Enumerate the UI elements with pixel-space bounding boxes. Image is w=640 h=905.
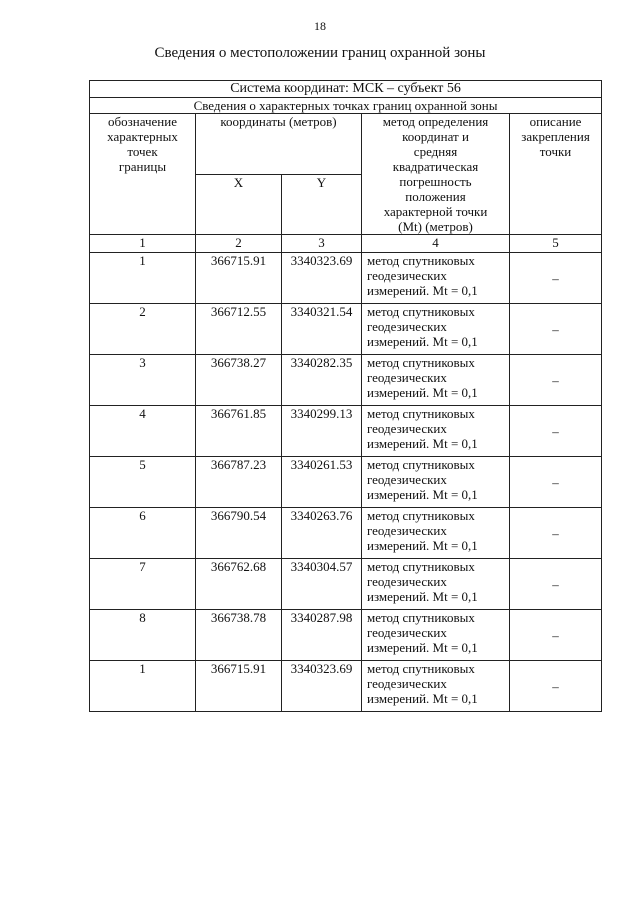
cell-x: 366715.91 <box>196 253 282 304</box>
cell-method: метод спутниковых геодезических измерений. Mt = 0,1 <box>362 253 510 304</box>
table-row <box>90 355 602 406</box>
column-number: 3 <box>282 235 362 253</box>
cell-point: 5 <box>90 457 196 508</box>
cell-point: 4 <box>90 406 196 457</box>
cell-point: 2 <box>90 304 196 355</box>
table-row <box>90 610 602 661</box>
cell-y: 3340304.57 <box>282 559 362 610</box>
cell-x: 366787.23 <box>196 457 282 508</box>
cell-y: 3340282.35 <box>282 355 362 406</box>
table-row <box>90 253 602 304</box>
column-number: 2 <box>196 235 282 253</box>
table-row <box>90 508 602 559</box>
header-designation: обозначение характерных точек границы <box>90 114 196 235</box>
table-row <box>90 559 602 610</box>
cell-x: 366738.78 <box>196 610 282 661</box>
cell-description: – <box>510 304 602 355</box>
cell-y: 3340263.76 <box>282 508 362 559</box>
cell-method: метод спутниковых геодезических измерений. Mt = 0,1 <box>362 406 510 457</box>
cell-x: 366790.54 <box>196 508 282 559</box>
cell-point: 3 <box>90 355 196 406</box>
cell-y: 3340321.54 <box>282 304 362 355</box>
cell-y: 3340323.69 <box>282 253 362 304</box>
cell-method: метод спутниковых геодезических измерений. Mt = 0,1 <box>362 559 510 610</box>
cell-method: метод спутниковых геодезических измерений. Mt = 0,1 <box>362 661 510 712</box>
header-description: описание закрепления точки <box>510 114 602 235</box>
boundary-points-table <box>89 80 602 712</box>
header-method: метод определения координат и средняя квадратическая погрешность положения характерной точки (Mt) (метров) <box>362 114 510 235</box>
cell-x: 366738.27 <box>196 355 282 406</box>
table-row <box>90 457 602 508</box>
header-coordinates: координаты (метров) <box>196 114 362 175</box>
cell-description: – <box>510 610 602 661</box>
header-y: Y <box>282 174 362 235</box>
coordinate-system: Система координат: МСК – субъект 56 <box>90 81 602 98</box>
page-number: 18 <box>314 19 326 33</box>
column-number: 5 <box>510 235 602 253</box>
cell-description: – <box>510 457 602 508</box>
cell-method: метод спутниковых геодезических измерений. Mt = 0,1 <box>362 508 510 559</box>
cell-method: метод спутниковых геодезических измерений. Mt = 0,1 <box>362 457 510 508</box>
cell-method: метод спутниковых геодезических измерений. Mt = 0,1 <box>362 610 510 661</box>
table-caption: Сведения о характерных точках границ охранной зоны <box>90 98 602 114</box>
cell-point: 8 <box>90 610 196 661</box>
cell-x: 366762.68 <box>196 559 282 610</box>
cell-y: 3340323.69 <box>282 661 362 712</box>
cell-description: – <box>510 661 602 712</box>
table-row <box>90 304 602 355</box>
header-x: X <box>196 174 282 235</box>
cell-y: 3340287.98 <box>282 610 362 661</box>
cell-description: – <box>510 253 602 304</box>
cell-y: 3340261.53 <box>282 457 362 508</box>
table-row <box>90 661 602 712</box>
column-number: 4 <box>362 235 510 253</box>
cell-point: 1 <box>90 661 196 712</box>
cell-description: – <box>510 508 602 559</box>
cell-x: 366715.91 <box>196 661 282 712</box>
table-row <box>90 406 602 457</box>
cell-description: – <box>510 355 602 406</box>
cell-point: 1 <box>90 253 196 304</box>
cell-y: 3340299.13 <box>282 406 362 457</box>
document-title: Сведения о местоположении границ охранной зоны <box>154 45 486 61</box>
cell-description: – <box>510 559 602 610</box>
cell-method: метод спутниковых геодезических измерений. Mt = 0,1 <box>362 355 510 406</box>
cell-x: 366712.55 <box>196 304 282 355</box>
cell-point: 7 <box>90 559 196 610</box>
cell-method: метод спутниковых геодезических измерений. Mt = 0,1 <box>362 304 510 355</box>
column-number: 1 <box>90 235 196 253</box>
cell-x: 366761.85 <box>196 406 282 457</box>
cell-description: – <box>510 406 602 457</box>
cell-point: 6 <box>90 508 196 559</box>
